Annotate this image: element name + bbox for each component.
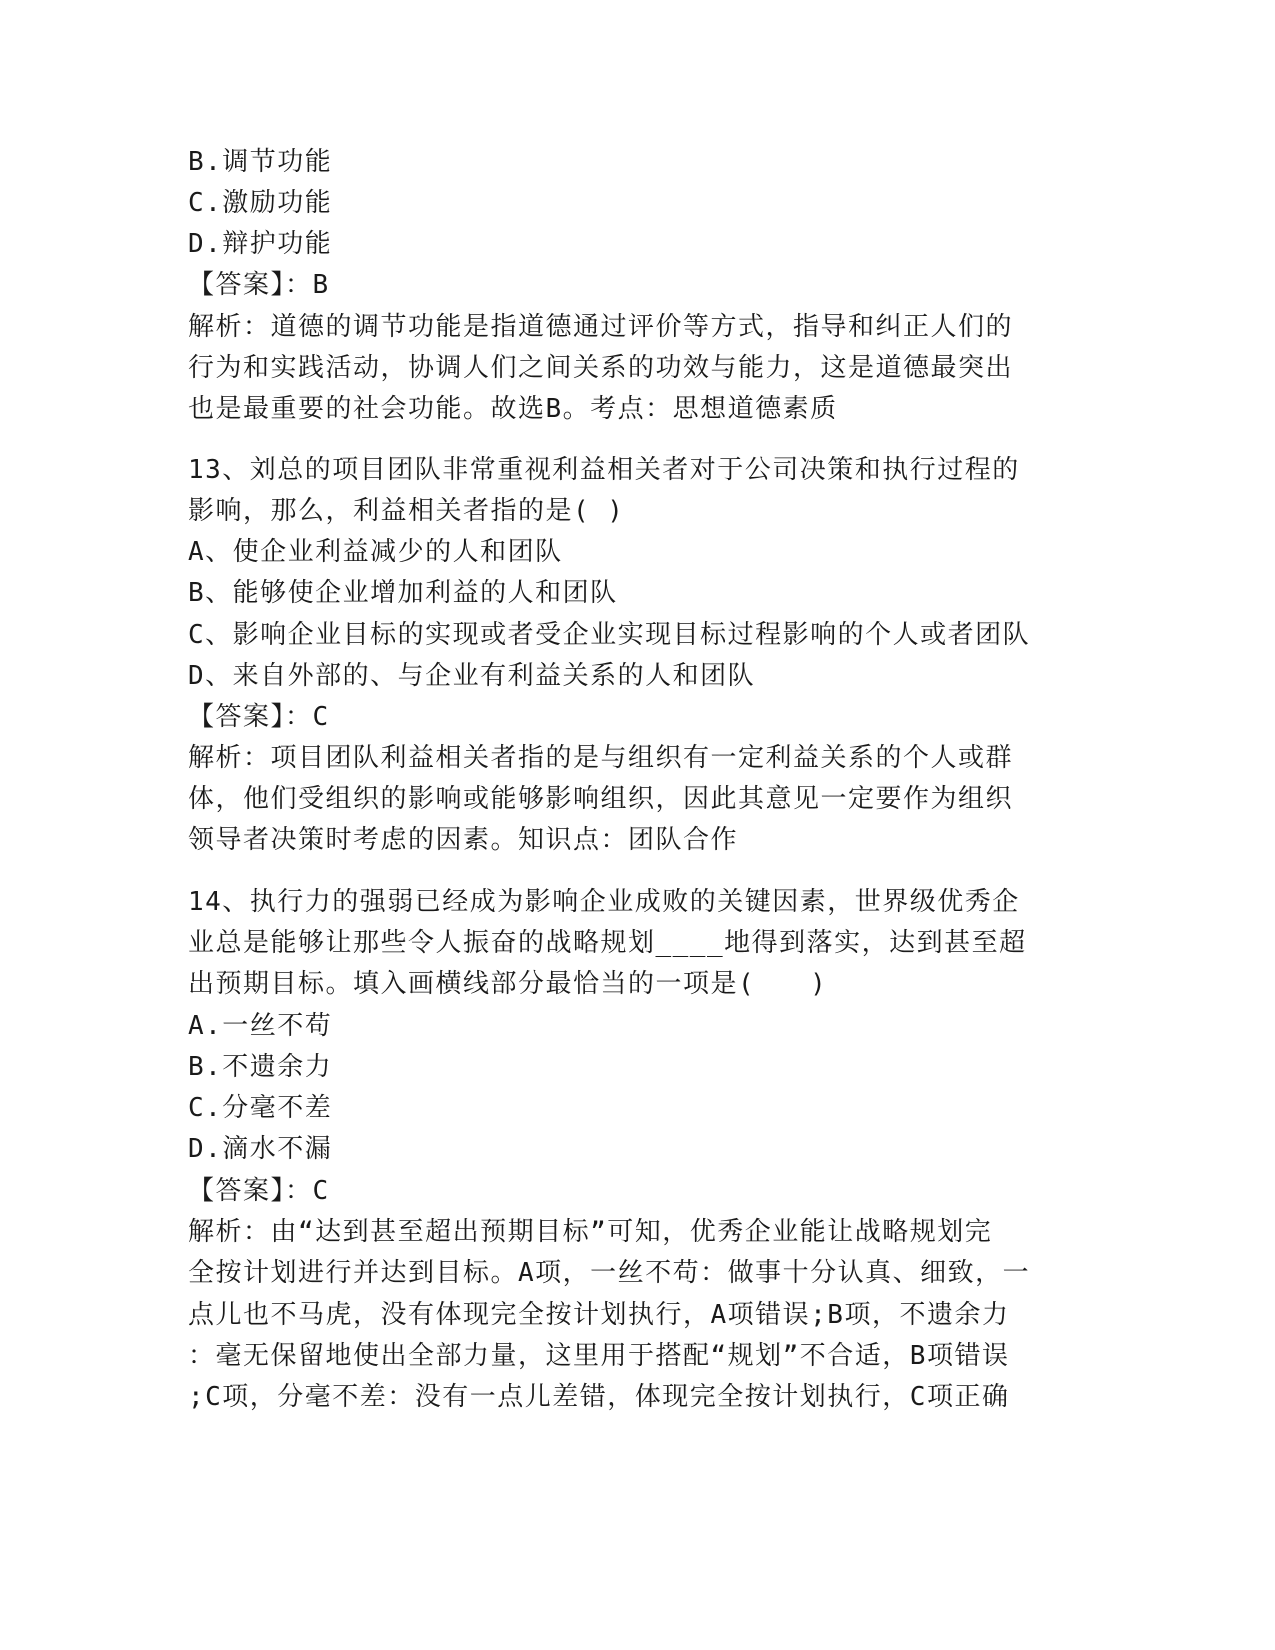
- option-a: A、使企业利益减少的人和团队: [188, 537, 563, 567]
- option-d: D.辩护功能: [188, 229, 333, 259]
- option-c: C.分毫不差: [188, 1093, 333, 1123]
- explanation-line: ;C项，分毫不差：没有一点儿差错，体现完全按计划执行，C项正确: [188, 1382, 1010, 1412]
- explanation-line: 领导者决策时考虑的因素。知识点：团队合作: [188, 825, 739, 855]
- option-c: C.激励功能: [188, 188, 333, 218]
- option-a: A.一丝不苟: [188, 1011, 333, 1041]
- explanation-line: 全按计划进行并达到目标。A项，一丝不苟：做事十分认真、细致，一: [188, 1258, 1031, 1288]
- explanation-line: 解析：道德的调节功能是指道德通过评价等方式，指导和纠正人们的: [188, 312, 1014, 342]
- answer-line: 【答案】：C: [188, 702, 330, 732]
- explanation-line: 点儿也不马虎，没有体现完全按计划执行，A项错误;B项，不遗余力: [188, 1300, 1010, 1330]
- explanation-line: 体，他们受组织的影响或能够影响组织，因此其意见一定要作为组织: [188, 784, 1014, 814]
- option-b: B、能够使企业增加利益的人和团队: [188, 578, 618, 608]
- explanation-line: ：毫无保留地使出全部力量，这里用于搭配“规划”不合适，B项错误: [188, 1341, 1010, 1371]
- answer-line: 【答案】：C: [188, 1176, 330, 1206]
- option-c: C、影响企业目标的实现或者受企业实现目标过程影响的个人或者团队: [188, 620, 1031, 650]
- option-d: D.滴水不漏: [188, 1134, 333, 1164]
- question-13-stem: 13、刘总的项目团队非常重视利益相关者对于公司决策和执行过程的: [188, 455, 1020, 485]
- option-b: B.不遗余力: [188, 1052, 333, 1082]
- explanation-line: 行为和实践活动，协调人们之间关系的功效与能力，这是道德最突出: [188, 353, 1014, 383]
- option-b: B.调节功能: [188, 147, 333, 177]
- explanation-line: 解析：项目团队利益相关者指的是与组织有一定利益关系的个人或群: [188, 743, 1014, 773]
- question-14-stem: 出预期目标。填入画横线部分最恰当的一项是( ): [188, 969, 828, 999]
- explanation-line: 也是最重要的社会功能。故选B。考点：思想道德素质: [188, 394, 838, 424]
- question-14-stem: 业总是能够让那些令人振奋的战略规划____地得到落实，达到甚至超: [188, 928, 1027, 958]
- question-14-stem: 14、执行力的强弱已经成为影响企业成败的关键因素，世界级优秀企: [188, 887, 1020, 917]
- explanation-line: 解析：由“达到甚至超出预期目标”可知，优秀企业能让战略规划完: [188, 1217, 993, 1247]
- option-d: D、来自外部的、与企业有利益关系的人和团队: [188, 661, 756, 691]
- answer-line: 【答案】：B: [188, 270, 330, 300]
- question-13-stem: 影响，那么，利益相关者指的是( ): [188, 496, 625, 526]
